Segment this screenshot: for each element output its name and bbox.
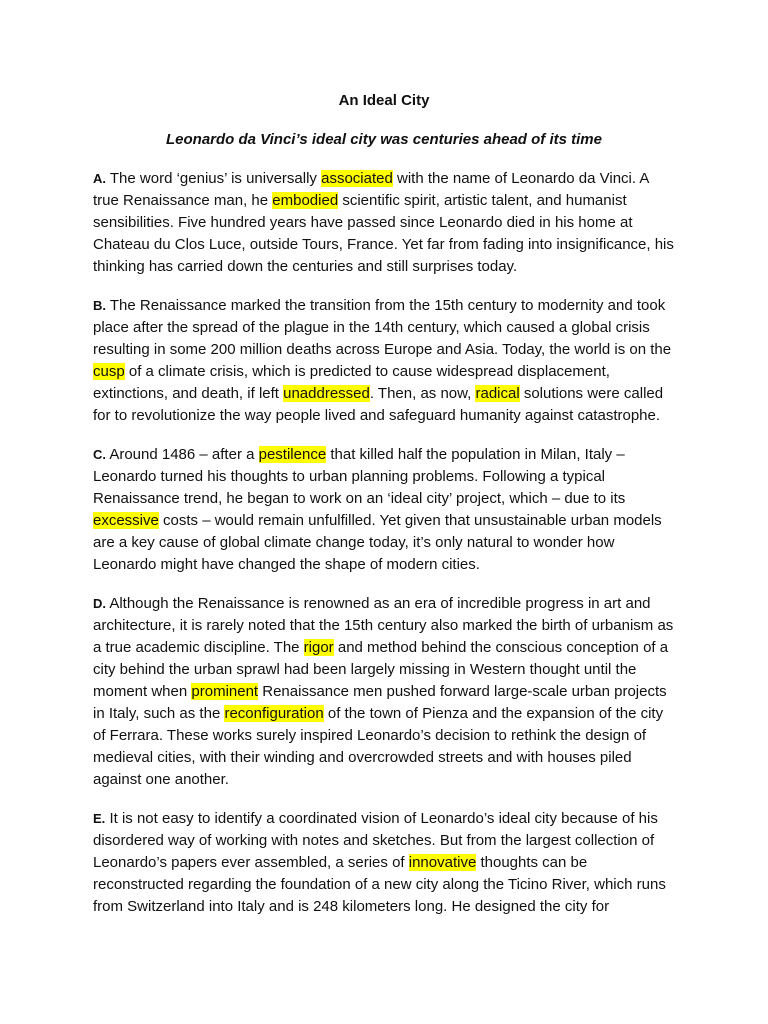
highlighted-word: associated [321,170,393,187]
highlighted-word: cusp [93,363,125,380]
paragraph-letter: D. [93,596,106,611]
document-page [93,90,675,935]
paragraph-text: Around 1486 – after a [106,446,259,463]
paragraph-e [93,808,675,918]
paragraph-letter: C. [93,447,106,462]
paragraph-b [93,295,675,427]
paragraph-text: It is not easy to identify a coordinated vision of Leonardo’s ideal city because of his disordered way of working with notes and sketches. But from the largest collection of Leonardo’s papers ever assembled, a series of [93,810,658,871]
highlighted-word: innovative [408,854,477,871]
highlighted-word: unaddressed [283,385,370,402]
paragraph-text: and method behind the conscious conception of a city behind the urban sprawl had been largely missing in Western thought until the moment when [93,639,669,700]
paragraph-text: The word ‘genius’ is universally [106,170,322,187]
paragraph-text: scientific spirit, artistic talent, and humanist sensibilities. Five hundred years have passed since Leonardo died in his home at Chateau du Clos Luce, outside Tours, France. Yet far from fading into insignificance, his thinking has carried down the centuries and still surprises today. [93,192,674,275]
paragraph-d [93,593,675,791]
paragraph-letter: B. [93,298,106,313]
paragraph-text: of a climate crisis, which is predicted to cause widespread displacement, extinctions, and death, if left [93,363,610,402]
paragraph-text: of the town of Pienza and the expansion of the city of Ferrara. These works surely inspired Leonardo’s decision to rethink the design of medieval cities, with their winding and overcrowded streets and with houses piled against one another. [93,705,664,788]
highlighted-word: pestilence [258,446,327,463]
highlighted-word: rigor [303,639,334,656]
highlighted-word: excessive [93,512,159,529]
paragraph-letter: A. [93,171,106,186]
paragraph-c [93,444,675,576]
document-title: An Ideal City [338,92,430,109]
highlighted-word: radical [475,385,520,402]
paragraph-letter: E. [93,811,106,826]
paragraph-text: Although the Renaissance is renowned as an era of incredible progress in art and architecture, it is rarely noted that the 15th century also marked the birth of urbanism as a true academic discipline. The [93,595,674,656]
highlighted-word: embodied [272,192,339,209]
document-subtitle: Leonardo da Vinci’s ideal city was centuries ahead of its time [166,131,602,148]
paragraph-text: Renaissance men pushed forward large-scale urban projects in Italy, such as the [93,683,667,722]
highlighted-word: prominent [191,683,259,700]
paragraph-text: thoughts can be reconstructed regarding the foundation of a new city along the Ticino River, which runs from Switzerland into Italy and is 248 kilometers long. He designed the city for [93,854,666,915]
paragraph-text: The Renaissance marked the transition from the 15th century to modernity and took place after the spread of the plague in the 14th century, which caused a global crisis resulting in some 200 million deaths across Europe and Asia. Today, the world is on the [93,297,672,358]
highlighted-word: reconfiguration [224,705,324,722]
paragraph-a [93,168,675,278]
paragraph-text: that killed half the population in Milan, Italy – Leonardo turned his thoughts to urban planning problems. Following a typical Renaissance trend, he began to work on an ‘ideal city’ project, which – due to its [93,446,626,507]
paragraph-text: with the name of Leonardo da Vinci. A true Renaissance man, he [93,170,649,209]
paragraph-text: . Then, as now, [369,385,476,402]
paragraph-text: solutions were called for to revolutionize the way people lived and safeguard humanity against catastrophe. [93,385,664,424]
paragraph-list [93,168,675,918]
paragraph-text: costs – would remain unfulfilled. Yet given that unsustainable urban models are a key cause of global climate change today, it’s only natural to wonder how Leonardo might have changed the shape of modern cities. [93,512,662,573]
